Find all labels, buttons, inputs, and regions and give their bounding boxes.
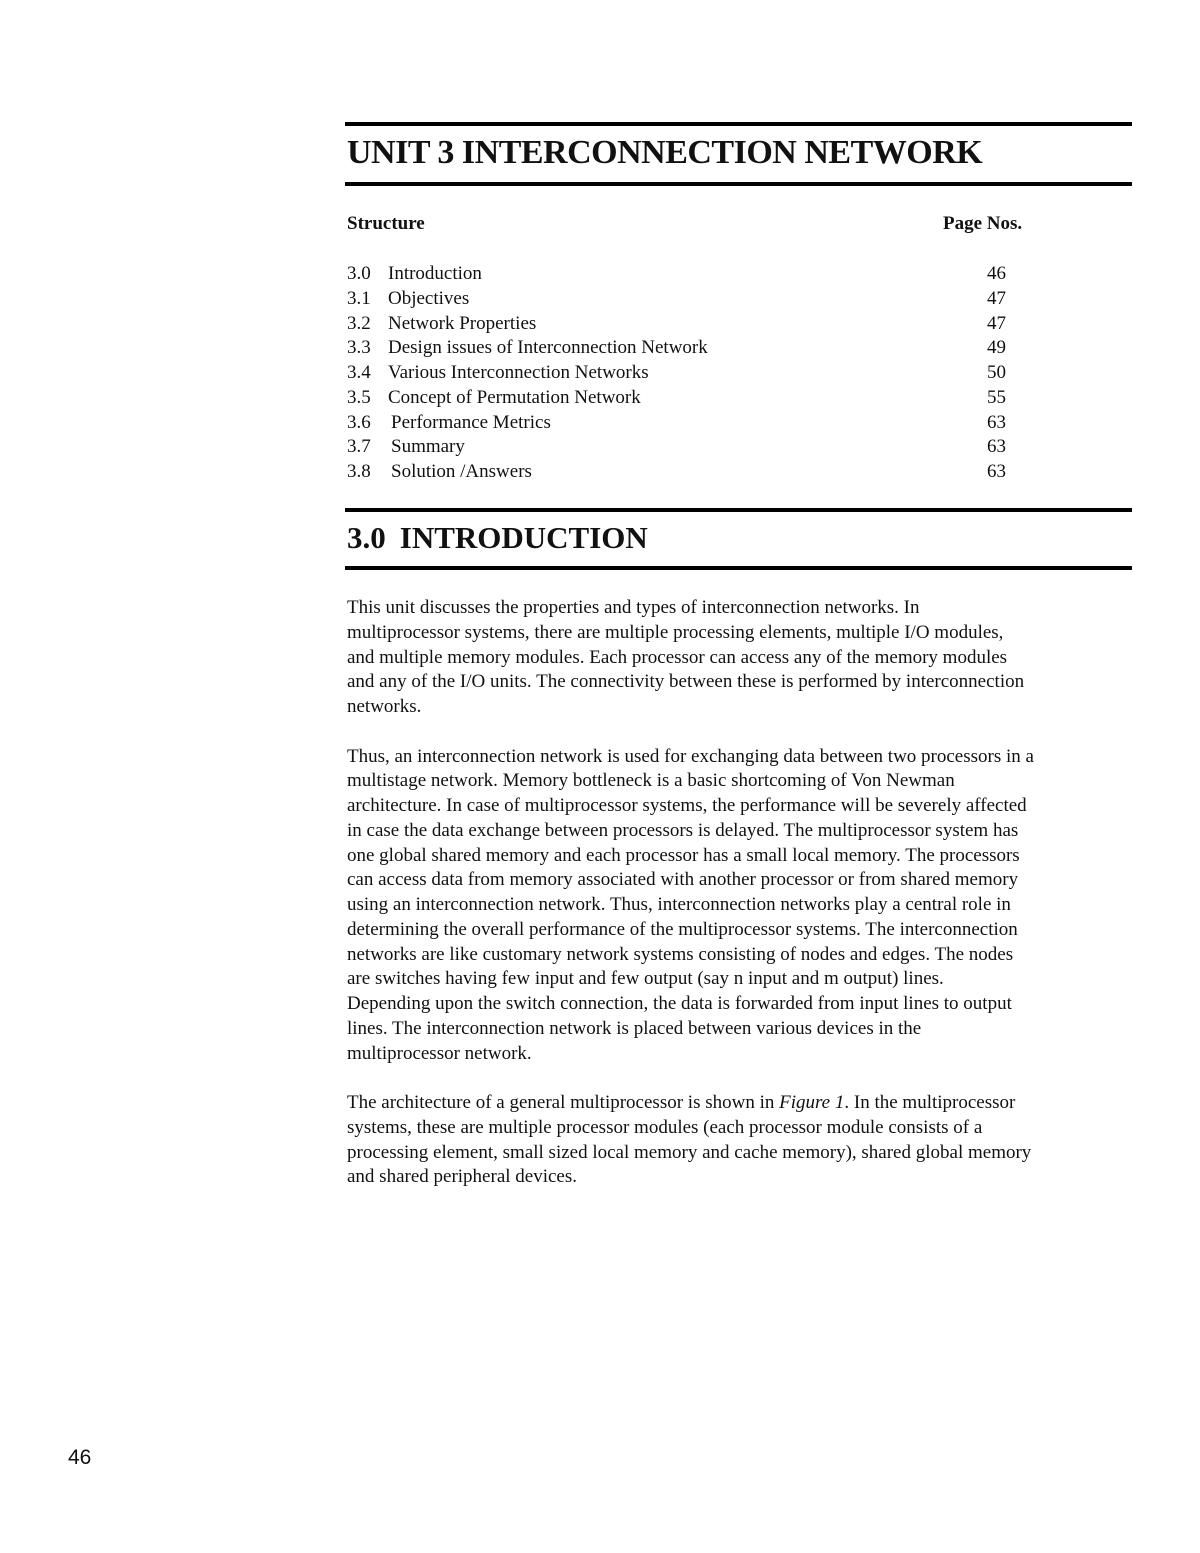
text-run: . In the multiprocessor xyxy=(844,1092,1016,1113)
toc-entry-title: Various Interconnection Networks xyxy=(388,362,649,383)
toc-entry-title: Network Properties xyxy=(388,312,537,334)
toc-entry xyxy=(347,287,1047,312)
unit-title: UNIT 3 INTERCONNECTION NETWORK xyxy=(347,134,983,171)
toc-entry xyxy=(347,460,1047,485)
text-line: in case the data exchange between processors is delayed. The multiprocessor system has xyxy=(347,819,1019,841)
text-line: multiprocessor network. xyxy=(347,1042,532,1064)
toc-entry-page: 50 xyxy=(987,362,1006,383)
section-title: INTRODUCTION xyxy=(399,520,648,555)
structure-label: Structure xyxy=(347,213,425,234)
text-line: and shared peripheral devices. xyxy=(347,1166,578,1188)
toc-entry-number: 3.1 xyxy=(347,287,371,309)
toc-entry-page: 63 xyxy=(987,436,1006,458)
text-line: can access data from memory associated with another processor or from shared memory xyxy=(347,869,1019,891)
toc-entry-number: 3.6 xyxy=(347,411,371,433)
page-number: 46 xyxy=(68,1446,92,1469)
toc-entry xyxy=(347,361,1047,386)
text-line: architecture. In case of multiprocessor systems, the performance will be severely affected xyxy=(347,795,1027,816)
text-line: Thus, an interconnection network is used for exchanging data between two processors in a xyxy=(347,745,1034,767)
section-heading xyxy=(347,520,648,556)
toc-entry-page: 49 xyxy=(987,337,1006,359)
text-line: and any of the I/O units. The connectivity between these is performed by interconnection xyxy=(347,671,1025,693)
toc-entry xyxy=(347,386,1047,411)
toc-entry-number: 3.0 xyxy=(347,263,371,284)
text-line: This unit discusses the properties and types of interconnection networks. In xyxy=(347,597,920,618)
toc-entry-page: 46 xyxy=(987,263,1006,284)
toc-entry xyxy=(347,435,1047,460)
section-number: 3.0 xyxy=(347,520,386,555)
text-line: multistage network. Memory bottleneck is a basic shortcoming of Von Newman xyxy=(347,770,955,792)
text-line: and multiple memory modules. Each processor can access any of the memory modules xyxy=(347,646,1008,668)
toc-entry-number: 3.2 xyxy=(347,312,371,334)
figure-reference: Figure 1 xyxy=(779,1092,845,1113)
toc-entry-page: 63 xyxy=(987,461,1006,482)
text-line: networks are like customary network systems consisting of nodes and edges. The nodes xyxy=(347,943,1014,965)
text-line xyxy=(347,1091,1137,1116)
section-bottom-rule xyxy=(345,566,1132,570)
table-of-contents xyxy=(347,262,1047,485)
toc-entry-page: 55 xyxy=(987,386,1006,408)
text-line: networks. xyxy=(347,696,422,717)
text-line: multiprocessor systems, there are multiple processing elements, multiple I/O modules, xyxy=(347,621,1004,643)
header-top-rule xyxy=(345,122,1132,126)
toc-entry xyxy=(347,336,1047,361)
toc-entry-number: 3.5 xyxy=(347,386,371,408)
toc-entry-title: Concept of Permutation Network xyxy=(388,386,641,408)
text-line: are switches having few input and few output (say n input and m output) lines. xyxy=(347,968,944,990)
toc-entry xyxy=(347,262,1047,287)
toc-entry-number: 3.3 xyxy=(347,337,371,359)
text-line: processing element, small sized local memory and cache memory), shared global memory xyxy=(347,1141,1032,1163)
text-line: determining the overall performance of the multiprocessor systems. The interconnection xyxy=(347,918,1018,940)
paragraph xyxy=(347,596,1137,720)
toc-entry-title: Introduction xyxy=(388,263,482,284)
toc-entry-number: 3.8 xyxy=(347,461,371,482)
text-line: systems, these are multiple processor modules (each processor module consists of a xyxy=(347,1116,983,1138)
text-line: Depending upon the switch connection, the data is forwarded from input lines to output xyxy=(347,993,1012,1014)
toc-entry-page: 63 xyxy=(987,411,1006,433)
paragraph xyxy=(347,745,1137,1067)
text-line: one global shared memory and each processor has a small local memory. The processors xyxy=(347,844,1020,866)
toc-entry-page: 47 xyxy=(987,312,1006,334)
body-text xyxy=(347,596,1137,1215)
text-line: using an interconnection network. Thus, interconnection networks play a central role in xyxy=(347,894,1011,915)
toc-entry xyxy=(347,411,1047,436)
page-nos-label: Page Nos. xyxy=(943,213,1023,234)
toc-entry-title: Objectives xyxy=(388,287,470,309)
toc-entry-title: Summary xyxy=(391,436,465,458)
header-bottom-rule xyxy=(345,182,1132,186)
section-top-rule xyxy=(345,508,1132,512)
toc-entry-page: 47 xyxy=(987,287,1006,309)
toc-entry-title: Solution /Answers xyxy=(391,461,532,482)
toc-entry xyxy=(347,312,1047,337)
text-run: The architecture of a general multiprocessor is shown in xyxy=(347,1092,780,1113)
toc-entry-title: Design issues of Interconnection Network xyxy=(388,337,708,359)
toc-entry-title: Performance Metrics xyxy=(391,411,551,433)
paragraph xyxy=(347,1091,1137,1190)
toc-entry-number: 3.7 xyxy=(347,436,371,458)
toc-entry-number: 3.4 xyxy=(347,362,371,383)
text-line: lines. The interconnection network is placed between various devices in the xyxy=(347,1017,922,1039)
